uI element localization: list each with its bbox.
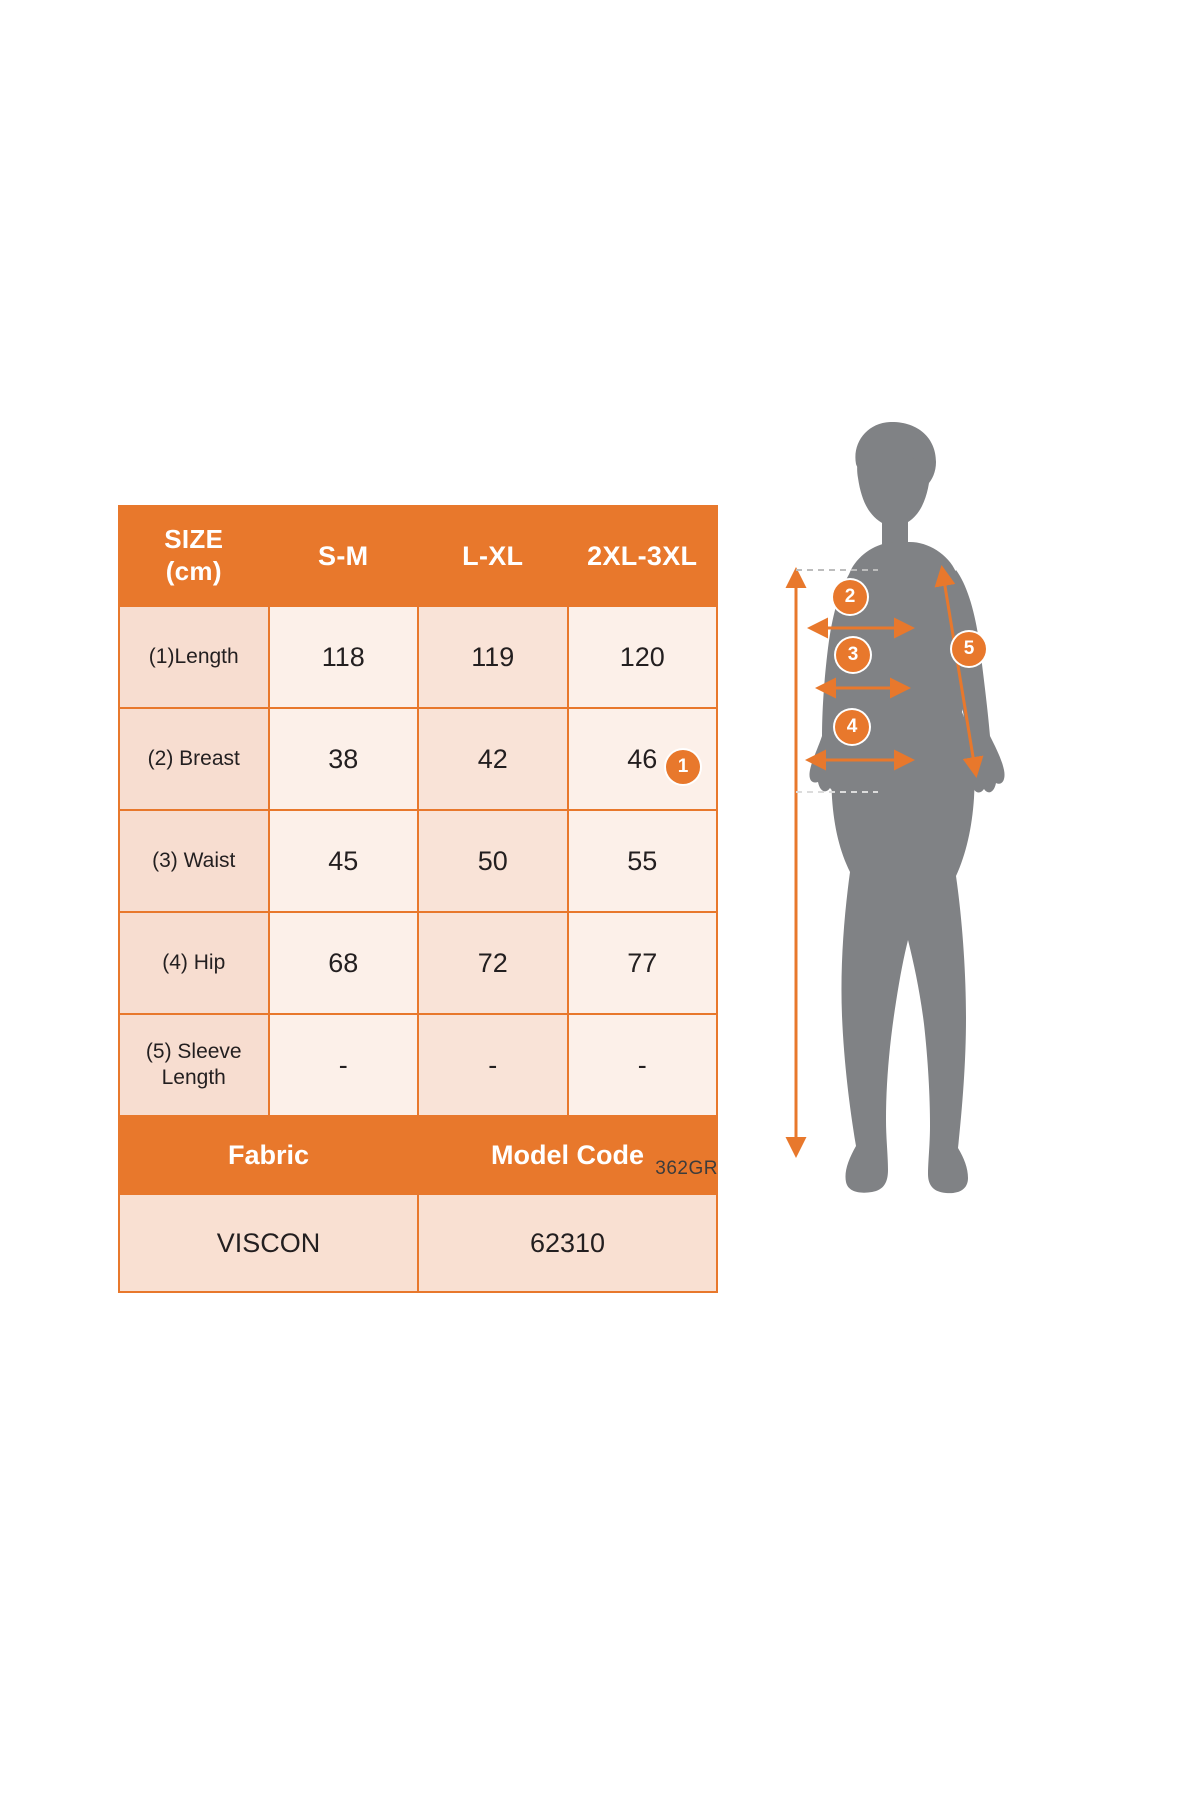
badge-length: 1	[666, 750, 700, 784]
cell-sleeve-lxl: -	[418, 1014, 568, 1116]
female-silhouette-diagram	[760, 420, 1080, 1250]
badge-waist: 3	[836, 638, 870, 672]
table-header-row	[119, 506, 717, 606]
cell-hip-lxl: 72	[418, 912, 568, 1014]
cell-waist-lxl: 50	[418, 810, 568, 912]
value-model-code: 62310	[418, 1194, 717, 1292]
cell-length-lxl: 119	[418, 606, 568, 708]
cell-waist-sm: 45	[269, 810, 419, 912]
header-size-unit: (cm)	[165, 556, 222, 586]
cell-length-sm: 118	[269, 606, 419, 708]
table-row	[119, 912, 717, 1014]
cell-breast-2xl3xl: 46	[568, 708, 718, 810]
header-fabric: Fabric	[119, 1116, 418, 1194]
table-row	[119, 708, 717, 810]
cell-breast-lxl: 42	[418, 708, 568, 810]
cell-sleeve-2xl3xl: -	[568, 1014, 718, 1116]
badge-sleeve: 5	[952, 632, 986, 666]
cell-hip-2xl3xl: 77	[568, 912, 718, 1014]
table-row	[119, 810, 717, 912]
table-footer-value-row	[119, 1194, 717, 1292]
value-fabric: VISCON	[119, 1194, 418, 1292]
header-size-text: SIZE	[164, 524, 224, 555]
row-label-breast: (2) Breast	[119, 708, 269, 810]
row-label-waist: (3) Waist	[119, 810, 269, 912]
table-row	[119, 606, 717, 708]
header-col-lxl: L-XL	[418, 506, 568, 606]
cell-hip-sm: 68	[269, 912, 419, 1014]
table-row	[119, 1014, 717, 1116]
chart-note: 362GR	[655, 1158, 718, 1179]
badge-hip: 4	[835, 710, 869, 744]
badge-breast: 2	[833, 580, 867, 614]
cell-sleeve-sm: -	[269, 1014, 419, 1116]
header-model-code: Model Code	[418, 1116, 717, 1194]
header-size-label	[119, 506, 269, 606]
cell-breast-sm: 38	[269, 708, 419, 810]
header-col-sm: S-M	[269, 506, 419, 606]
cell-length-2xl3xl: 120	[568, 606, 718, 708]
row-label-hip: (4) Hip	[119, 912, 269, 1014]
row-label-sleeve-length: (5) Sleeve Length	[119, 1014, 269, 1116]
body-silhouette-icon	[809, 422, 1004, 1193]
table-footer-header-row	[119, 1116, 717, 1194]
cell-waist-2xl3xl: 55	[568, 810, 718, 912]
header-col-2xl3xl: 2XL-3XL	[568, 506, 718, 606]
row-label-length: (1)Length	[119, 606, 269, 708]
